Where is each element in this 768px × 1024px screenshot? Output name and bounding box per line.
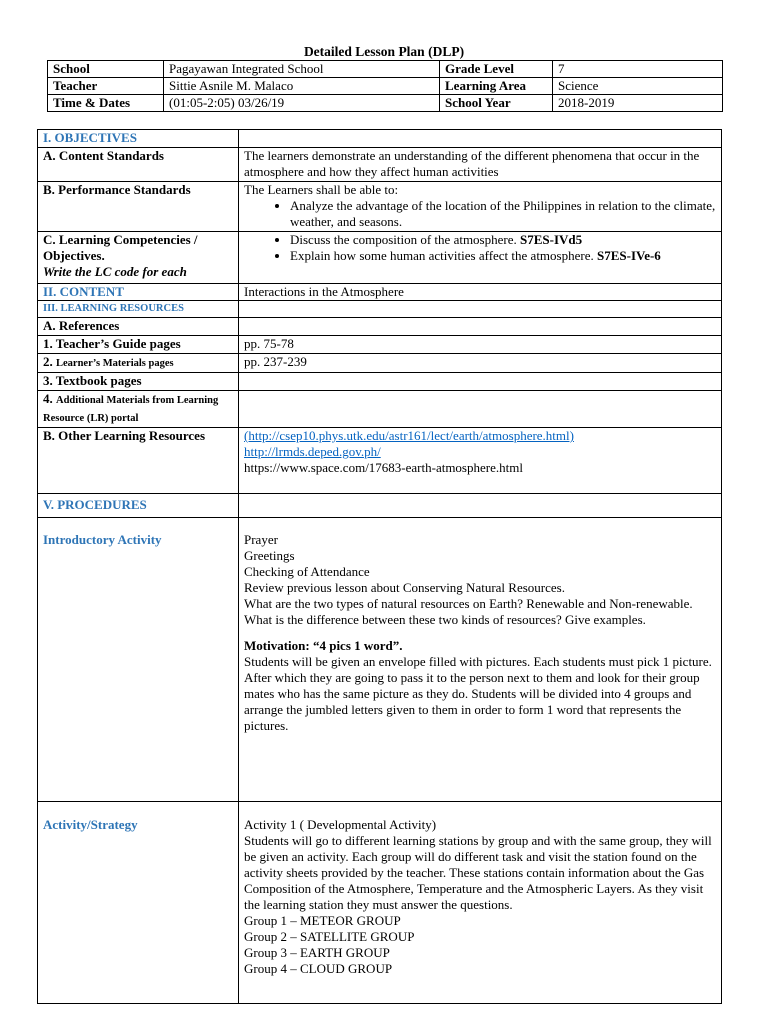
competencies-list <box>244 232 716 264</box>
introductory-activity-label: Introductory Activity <box>38 518 239 802</box>
document-title: Detailed Lesson Plan (DLP) <box>303 44 465 59</box>
competency-code: S7ES-IVe-6 <box>596 248 661 263</box>
other-resources-label: B. Other Learning Resources <box>38 428 239 494</box>
resource-url: https://www.space.com/17683-earth-atmosphere.html <box>244 460 523 475</box>
table-row <box>38 518 722 802</box>
introductory-activity-text: Prayer Greetings Checking of Attendance Review previous lesson about Conserving Natural Resources. What are the two types of natural resources on Earth? Renewable and Non-renewable. What is the difference between these two kinds of resources? Give examples. <box>244 532 693 627</box>
performance-standards-label: B. Performance Standards <box>38 182 239 232</box>
learners-materials-value: pp. 237-239 <box>239 354 722 373</box>
time-value: (01:05-2:05) 03/26/19 <box>164 95 440 112</box>
lesson-table <box>37 129 722 1004</box>
competency-item: • Explain how some human activities affect the atmosphere. S7ES-IVe-6 <box>290 248 716 264</box>
table-row <box>38 301 722 318</box>
teachers-guide-label: 1. Teacher’s Guide pages <box>38 336 239 354</box>
additional-materials-label: Additional Materials from Learning Resource (LR) portal <box>43 395 219 424</box>
introductory-activity-cell <box>239 518 722 802</box>
content-standards-label: A. Content Standards <box>38 148 239 182</box>
info-row <box>48 95 723 112</box>
grade-value: 7 <box>553 61 723 78</box>
table-row <box>38 354 722 373</box>
year-label: School Year <box>440 95 553 112</box>
table-row <box>38 130 722 148</box>
performance-intro: The Learners shall be able to: <box>244 182 399 197</box>
activity-strategy-label: Activity/Strategy <box>38 802 239 1004</box>
teachers-guide-value: pp. 75-78 <box>239 336 722 354</box>
area-value: Science <box>553 78 723 95</box>
table-row <box>38 182 722 232</box>
teacher-value: Sittie Asnile M. Malaco <box>164 78 440 95</box>
area-label: Learning Area <box>440 78 553 95</box>
time-label: Time & Dates <box>48 95 164 112</box>
competencies-note: Write the LC code for each <box>43 264 187 279</box>
performance-standards-cell <box>239 182 722 232</box>
teacher-label: Teacher <box>48 78 164 95</box>
motivation-label: Motivation: “4 pics 1 word”. <box>244 638 403 653</box>
table-row <box>38 802 722 1004</box>
content-heading: II. CONTENT <box>38 284 239 301</box>
activity-strategy-cell <box>239 802 722 1004</box>
info-row <box>48 61 723 78</box>
table-row <box>38 284 722 301</box>
resource-link[interactable]: (http://csep10.phys.utk.edu/astr161/lect/earth/atmosphere.html) <box>244 428 574 443</box>
table-row <box>38 148 722 182</box>
competencies-cell <box>239 232 722 284</box>
table-row <box>38 391 722 428</box>
other-resources-cell <box>239 428 722 494</box>
school-value: Pagayawan Integrated School <box>164 61 440 78</box>
table-row <box>38 373 722 391</box>
table-row <box>38 428 722 494</box>
procedures-heading: V. PROCEDURES <box>38 494 239 518</box>
competencies-label-cell <box>38 232 239 284</box>
content-standards-value: The learners demonstrate an understanding of the different phenomena that occur in the atmosphere and how they affect human activities <box>239 148 722 182</box>
objectives-heading: I. OBJECTIVES <box>38 130 239 148</box>
activity-strategy-text: Activity 1 ( Developmental Activity) Students will go to different learning stations by group and with the same group, they will be given an activity. Each group will do different task and visit the station found on the activity sheets provided by the teacher. These stations contain information about the Gas Composition of the Atmosphere, Temperature and the Atmospheric Layers. As they visit the learning station they must answer the questions. Group 1 – METEOR GROUP Group 2 – SATELLITE GROUP Group 3 – EARTH GROUP Group 4 – CLOUD GROUP <box>244 817 712 976</box>
info-row <box>48 78 723 95</box>
learners-materials-label-cell: 2. Learner’s Materials pages <box>38 354 239 373</box>
references-label: A. References <box>38 318 239 336</box>
textbook-label: 3. Textbook pages <box>38 373 239 391</box>
table-row <box>38 318 722 336</box>
competency-code: S7ES-IVd5 <box>520 232 583 247</box>
content-value: Interactions in the Atmosphere <box>239 284 722 301</box>
table-row <box>38 494 722 518</box>
performance-bullet: • Analyze the advantage of the location of the Philippines in relation to the climate, weather, and seasons. <box>290 198 716 230</box>
year-value: 2018-2019 <box>553 95 723 112</box>
school-label: School <box>48 61 164 78</box>
resource-link[interactable]: http://lrmds.deped.gov.ph/ <box>244 444 381 459</box>
motivation-text: Students will be given an envelope filled with pictures. Each students must pick 1 picture. After which they are going to pass it to the person next to them and look for their group mates who has the same picture as they do. Students will be divided into 4 groups and arrange the jumbled letters given to them in order to form 1 word that represents the pictures. <box>244 654 712 733</box>
table-row <box>38 232 722 284</box>
resources-heading: III. LEARNING RESOURCES <box>38 301 239 318</box>
learners-materials-label: Learner’s Materials pages <box>56 358 174 369</box>
info-table <box>47 60 723 112</box>
competencies-label: C. Learning Competencies / Objectives. <box>43 232 198 263</box>
competency-item: • Discuss the composition of the atmosphere. S7ES-IVd5 <box>290 232 716 248</box>
additional-materials-cell: 4. Additional Materials from Learning Resource (LR) portal <box>38 391 239 428</box>
table-row <box>38 336 722 354</box>
grade-label: Grade Level <box>440 61 553 78</box>
performance-list <box>244 198 716 230</box>
